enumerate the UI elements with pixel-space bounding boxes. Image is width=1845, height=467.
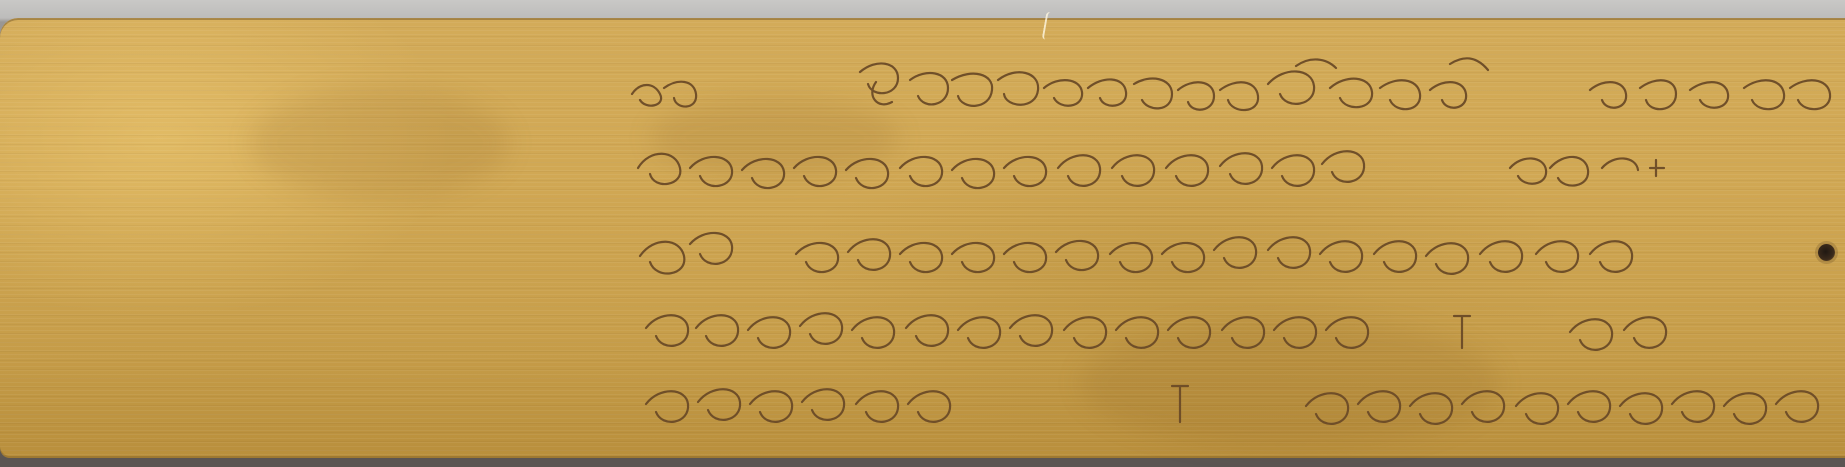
script-line-5: [646, 386, 1818, 424]
script-line-3: [640, 233, 1632, 274]
script-line-2: [638, 151, 1664, 188]
script-lines: [0, 18, 1845, 458]
script-line-4: [646, 313, 1666, 350]
script-line-1: [632, 58, 1830, 110]
